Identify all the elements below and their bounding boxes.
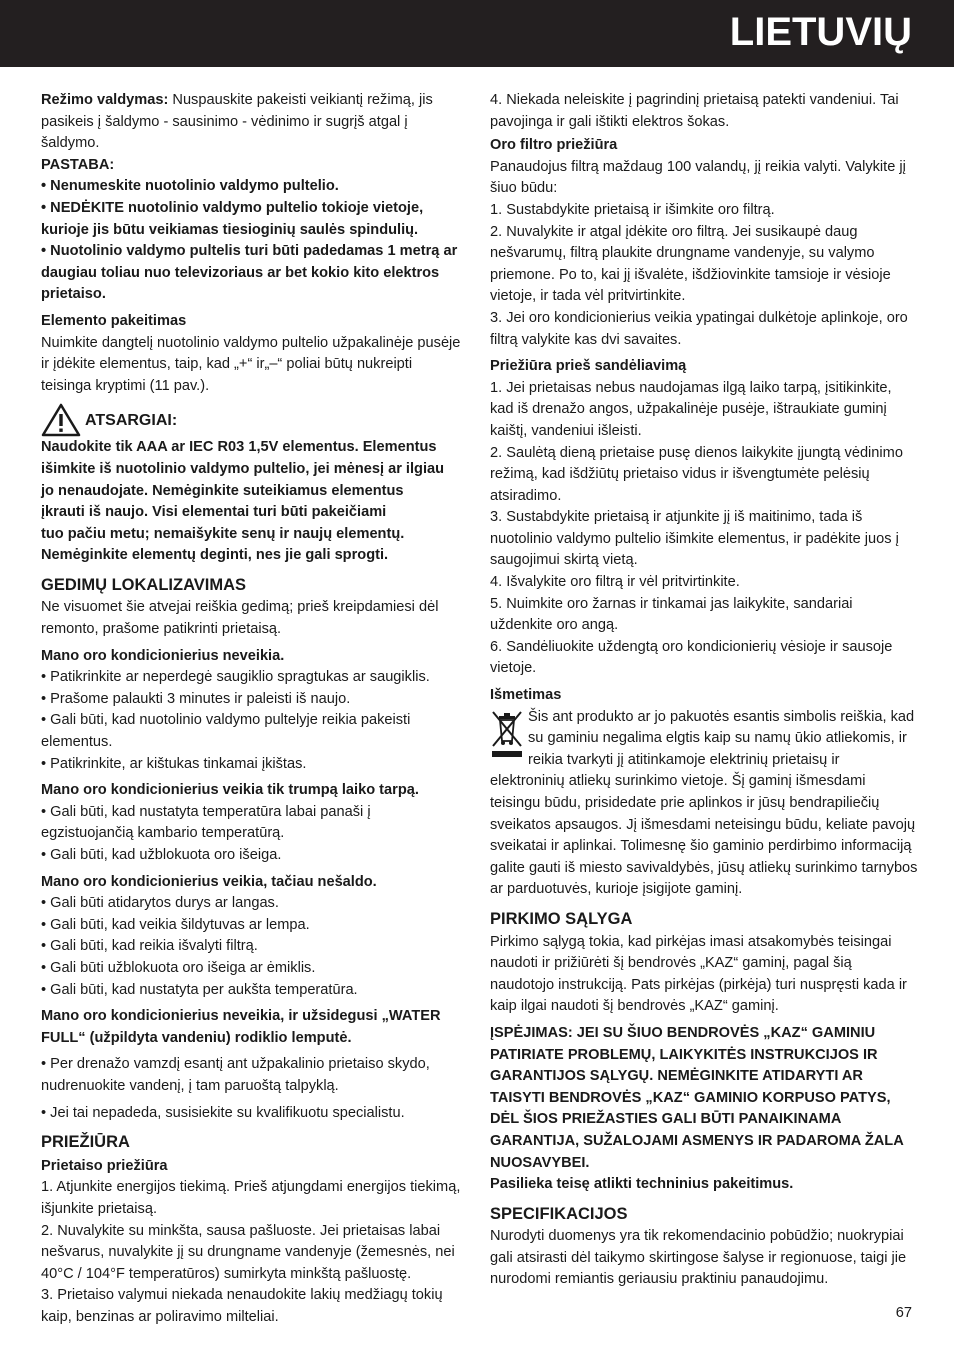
case-heading: Mano oro kondicionierius neveikia, ir užsidegusi „WATER FULL“ (užpildyta vandeniu) rodiklio lemputė. <box>41 1008 441 1046</box>
storage-item: 6. Sandėliuokite uždengtą oro kondicionierių vėsioje ir sausoje vietoje. <box>490 638 893 677</box>
specifications-heading: SPECIFIKACIJOS <box>490 1204 628 1223</box>
filter-intro: Panaudojus filtrą maždaug 100 valandų, jį reikia valyti. Valykite jį šiuo būdu: <box>490 158 906 197</box>
case-item: • Gali būti užblokuota oro išeiga ar ėmiklis. <box>41 959 316 976</box>
device-care-item: 2. Nuvalykite su minkšta, sausa pašluoste. Jei prietaisas labai nešvarus, nuvalykite jį su drungname vandenyje (žemesnės, nei 40°C / 104°F temperatūros) sumirkyta minkštą pašluostę. <box>41 1222 455 1282</box>
case-heading: Mano oro kondicionierius neveikia. <box>41 647 285 664</box>
purchase-text: Pirkimo sąlygą tokia, kad pirkėjas imasi atsakomybės teisingai naudoti ir prižiūrėti šį bendrovės „KAZ“ gaminį, pagal šią naudotojo instrukciją. Pats pirkėjas (pirkėja) turi nuspręsti kada ir kaip ilgai naudoti šį bendrovės „KAZ“ gaminį. <box>490 933 907 1015</box>
mode-control-label: Režimo valdymas: <box>41 92 169 108</box>
disposal-heading: Išmetimas <box>490 687 562 704</box>
crossed-bin-icon <box>490 709 524 759</box>
caution-header <box>41 403 461 437</box>
case-item: • Gali būti, kad reikia išvalyti filtrą. <box>41 938 258 955</box>
page-number: 67 <box>895 1305 912 1321</box>
disposal-text: Šis ant produkto ar jo pakuotės esantis simbolis reiškia, kad su gaminiu negalima elgtis kaip su namų ūkio atliekomis, ir reikia tvarkyti jį atitinkamoje elektrinių prietaisų ir elektroninių atliekų surinkimo vietoje. Šį gaminį išmesdami teisingu būdu, prisidedate prie aplinkos ir jūsų bendrapiliečių sveikatos apsaugos. Jį išmesdami neteisingu būdu, keliate pavojų sveikatai ir aplinkai. Tolimesnę šio gaminio perdirbimo informaciją galite gauti iš miesto savivaldybės, jūsų atliekų surinkimo tarnybos ar parduotuvės, kurioje įsigijote gaminį. <box>490 708 918 898</box>
storage-item: 4. Išvalykite oro filtrą ir vėl pritvirtinkite. <box>490 574 740 591</box>
device-care-item: 1. Atjunkite energijos tiekimą. Prieš atjungdami energijos tiekimą, išjunkite prietaisą. <box>41 1179 461 1217</box>
note-item: • NEDĖKITE nuotolinio valdymo pultelio tokioje vietoje, kurioje jis būtu veikiamas tiesioginių saulės spindulių. <box>41 199 424 238</box>
language-title: LIETUVIŲ <box>729 10 912 54</box>
disposal-block <box>490 707 918 901</box>
case-heading: Mano oro kondicionierius veikia tik trumpą laiko tarpą. <box>41 782 419 799</box>
case-item: • Patikrinkite, ar kištukas tinkamai įkištas. <box>41 755 307 772</box>
case-item: • Per drenažo vamzdį esantį ant užpakalinio prietaiso skydo, nudrenuokite vandenį, į tam paruoštą talpyklą. <box>41 1056 430 1094</box>
case-item: • Gali būti, kad nustatyta per aukšta temperatūra. <box>41 981 358 998</box>
case-heading: Mano oro kondicionierius veikia, tačiau nešaldo. <box>41 873 377 890</box>
right-column <box>490 90 918 1291</box>
left-column <box>41 90 461 1328</box>
storage-item: 2. Saulėtą dieną prietaise pusę dienos laikykite įjungtą vėdinimo režimą, kad išdžiūtų prietaiso vidus ir išvengtumėte pelėsių atsiradimo. <box>490 444 903 504</box>
mode-control-text: Nuspauskite pakeisti veikiantį režimą, jis pasikeis į šaldymo - sausinimo - vėdinimo ir sugrįš atgal į šaldymo. <box>41 92 433 152</box>
caution-heading: ATSARGIAI: <box>85 411 178 429</box>
device-care-heading: Prietaiso priežiūra <box>41 1157 168 1174</box>
case-item: • Gali būti atidarytos durys ar langas. <box>41 895 279 912</box>
filter-item: 1. Sustabdykite prietaisą ir išimkite oro filtrą. <box>490 201 775 218</box>
filter-item: 3. Jei oro kondicionierius veikia ypatingai dulkėtoje aplinkoje, oro filtrą valykite kas dvi savaites. <box>490 309 908 348</box>
note-item: • Nenumeskite nuotolinio valdymo pultelio. <box>41 178 339 195</box>
care-item-4: 4. Niekada neleiskite į pagrindinį prietaisą patekti vandeniui. Tai pavojinga ir gali ištikti elektros šokas. <box>490 92 899 130</box>
case-item: • Prašome palaukti 3 minutes ir paleisti iš naujo. <box>41 690 351 707</box>
rights-notice: Pasilieka teisę atlikti techninius pakeitimus. <box>490 1176 794 1193</box>
warranty-warning: ĮSPĖJIMAS: JEI SU ŠIUO BENDROVĖS „KAZ“ GAMINIU PATIRIATE PROBLEMŲ, LAIKYKITĖS INSTRUKCIJOS IR GARANTIJOS SĄLYGŲ. NEMĖGINKITE ATIDARYTI AR TAISYTI BENDROVĖS „KAZ“ GAMINIO KORPUSO PATYS, DĖL ŠIOS PRIEŽASTIES GALI BŪTI PANAIKINAMA GARANTIJA, SUŽALOJAMI ASMENYS IR PADAROMA ŽALA NUOSAVYBEI. <box>490 1024 904 1171</box>
caution-line: išimkite iš nuotolinio valdymo pultelio, jei mėnesį ar ilgiau <box>41 460 445 477</box>
purchase-heading: PIRKIMO SĄLYGA <box>490 909 633 928</box>
warning-triangle-icon <box>41 403 81 437</box>
storage-heading: Priežiūra prieš sandėliavimą <box>490 358 687 375</box>
storage-item: 1. Jei prietaisas nebus naudojamas ilgą laiko tarpą, įsitikinkite, kad iš drenažo angos, užpakalinėje pusėje, ištraukiate guminį kaištį, vandeniui išleisti. <box>490 379 892 439</box>
device-care-item: 3. Prietaiso valymui niekada nenaudokite lakių medžiagų tokių kaip, benzinas ar poliravimo milteliai. <box>41 1287 443 1325</box>
note-label: PASTABA: <box>41 156 115 173</box>
caution-line: jo nenaudojate. Nemėginkite suteikiamus elementus <box>41 482 404 499</box>
storage-item: 5. Nuimkite oro žarnas ir tinkamai jas laikykite, sandariai uždenkite oro angą. <box>490 595 853 634</box>
case-item: • Jei tai nepadeda, susisiekite su kvalifikuotu specialistu. <box>41 1104 405 1121</box>
filter-heading: Oro filtro priežiūra <box>490 137 618 154</box>
case-item: • Gali būti, kad užblokuota oro išeiga. <box>41 847 282 863</box>
care-heading: PRIEŽIŪRA <box>41 1133 130 1152</box>
case-item: • Patikrinkite ar neperdegė saugiklio spragtukas ar saugiklis. <box>41 669 430 686</box>
case-item: • Gali būti, kad nuotolinio valdymo pultelyje reikia pakeisti elementus. <box>41 712 411 751</box>
battery-text: Nuimkite dangtelį nuotolinio valdymo pultelio užpakalinėje pusėje ir įdėkite elementus, taip, kad „+“ ir„–“ poliai būtų nukreipti teisinga kryptimi (11 pav.). <box>41 334 461 394</box>
storage-item: 3. Sustabdykite prietaisą ir atjunkite jį iš maitinimo, tada iš nuotolinio valdymo pultelio išimkite elementus, ir padėkite juos į saugojimui skirtą vietą. <box>490 509 899 569</box>
mode-control-paragraph <box>41 90 461 155</box>
filter-item: 2. Nuvalykite ir atgal įdėkite oro filtrą. Jei susikaupė daug nešvarumų, filtrą plaukite drungname vandenyje, su valymo priemone. Po to, kai jį išvalėte, išdžiovinkite tamsioje ir vėsioje vietoje, ir tada vėl pritvirtinkite. <box>490 223 891 305</box>
troubleshooting-heading: GEDIMŲ LOKALIZAVIMAS <box>41 575 247 594</box>
battery-heading: Elemento pakeitimas <box>41 312 187 329</box>
caution-line: tuo pačiu metu; nemaišykite senų ir naujų elementų. <box>41 525 405 542</box>
case-item: • Gali būti, kad nustatyta temperatūra labai panaši į egzistuojančią kambario temperatūrą. <box>41 803 371 842</box>
page-header <box>0 0 954 67</box>
caution-line: įkrauti iš naujo. Visi elementai turi būti pakeičiami <box>41 504 387 521</box>
note-item: • Nuotolinio valdymo pultelis turi būti padedamas 1 metrą ar daugiau toliau nuo televizoriaus ar bet kokio kito elektros prietaiso. <box>41 243 458 303</box>
caution-line: Nemėginkite elementų deginti, nes jie gali sprogti. <box>41 547 389 564</box>
caution-line: Naudokite tik AAA ar IEC R03 1,5V elementus. Elementus <box>41 439 437 456</box>
case-item: • Gali būti, kad veikia šildytuvas ar lempa. <box>41 916 310 933</box>
specifications-text: Nurodyti duomenys yra tik rekomendacinio pobūdžio; nuokrypiai gali atsirasti dėl taikymo skirtingose šalyse ir regionuose, taigi jie nurodomi remiantis geriausiu praktiniu panaudojimu. <box>490 1228 907 1288</box>
troubleshooting-intro: Ne visuomet šie atvejai reiškia gedimą; prieš kreipdamiesi dėl remonto, prašome patikrinti prietaisą. <box>41 599 439 638</box>
